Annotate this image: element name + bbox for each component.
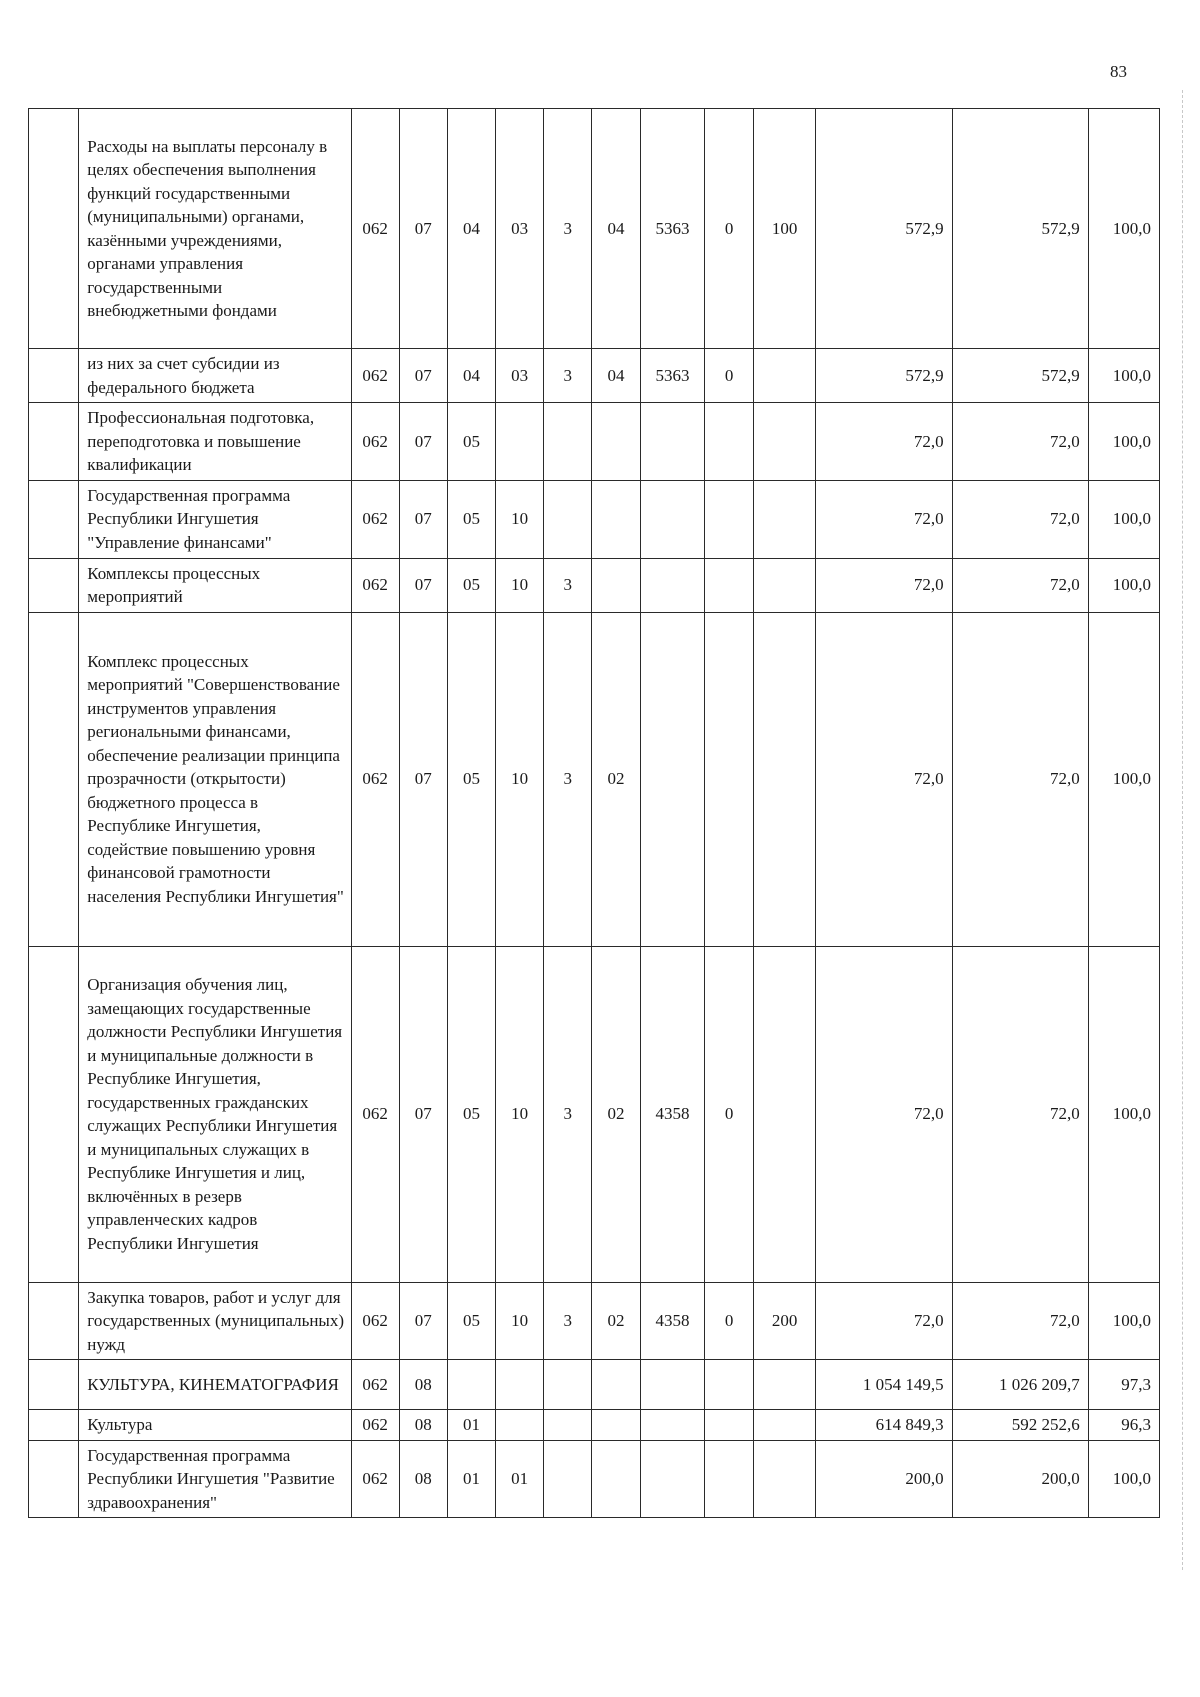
code-cell xyxy=(592,480,640,558)
table-row xyxy=(29,946,1160,1282)
percent-cell: 100,0 xyxy=(1088,612,1159,946)
code-cell: 05 xyxy=(447,558,495,612)
code-cell xyxy=(753,403,816,481)
code-cell xyxy=(544,1440,592,1518)
percent-cell: 100,0 xyxy=(1088,1440,1159,1518)
code-cell xyxy=(753,1440,816,1518)
code-cell: 200 xyxy=(753,1282,816,1360)
code-cell: 062 xyxy=(351,1440,399,1518)
code-cell: 02 xyxy=(592,946,640,1282)
code-cell: 10 xyxy=(496,1282,544,1360)
code-cell: 07 xyxy=(399,558,447,612)
code-cell xyxy=(640,403,705,481)
code-cell: 062 xyxy=(351,946,399,1282)
code-cell: 02 xyxy=(592,1282,640,1360)
table-row xyxy=(29,612,1160,946)
table-row xyxy=(29,480,1160,558)
code-cell xyxy=(753,558,816,612)
item-name: Государственная программа Республики Ингушетия "Развитие здравоохранения" xyxy=(79,1440,351,1518)
code-cell xyxy=(753,1410,816,1441)
table-row xyxy=(29,558,1160,612)
row-number-cell xyxy=(29,349,79,403)
row-number-cell xyxy=(29,403,79,481)
code-cell: 3 xyxy=(544,109,592,349)
code-cell: 0 xyxy=(705,1282,753,1360)
code-cell: 10 xyxy=(496,612,544,946)
code-cell: 0 xyxy=(705,946,753,1282)
code-cell: 07 xyxy=(399,946,447,1282)
percent-cell: 100,0 xyxy=(1088,1282,1159,1360)
percent-cell: 100,0 xyxy=(1088,480,1159,558)
code-cell: 07 xyxy=(399,480,447,558)
code-cell xyxy=(705,558,753,612)
code-cell: 062 xyxy=(351,403,399,481)
fact-cell: 72,0 xyxy=(952,480,1088,558)
code-cell xyxy=(640,612,705,946)
percent-cell: 100,0 xyxy=(1088,403,1159,481)
code-cell: 08 xyxy=(399,1360,447,1410)
fact-cell: 72,0 xyxy=(952,1282,1088,1360)
code-cell xyxy=(753,946,816,1282)
code-cell xyxy=(640,1410,705,1441)
budget-table xyxy=(28,108,1160,1518)
code-cell xyxy=(544,1360,592,1410)
code-cell: 08 xyxy=(399,1410,447,1441)
code-cell xyxy=(705,612,753,946)
row-number-cell xyxy=(29,558,79,612)
fact-cell: 72,0 xyxy=(952,612,1088,946)
code-cell xyxy=(592,1440,640,1518)
code-cell: 04 xyxy=(447,349,495,403)
fact-cell: 72,0 xyxy=(952,946,1088,1282)
table-row xyxy=(29,349,1160,403)
code-cell xyxy=(592,1360,640,1410)
code-cell: 05 xyxy=(447,1282,495,1360)
code-cell xyxy=(640,558,705,612)
percent-cell: 100,0 xyxy=(1088,349,1159,403)
code-cell: 03 xyxy=(496,109,544,349)
code-cell: 062 xyxy=(351,612,399,946)
code-cell xyxy=(592,558,640,612)
code-cell: 3 xyxy=(544,612,592,946)
code-cell: 02 xyxy=(592,612,640,946)
code-cell: 062 xyxy=(351,1282,399,1360)
row-number-cell xyxy=(29,612,79,946)
code-cell xyxy=(705,1360,753,1410)
item-name: Комплекс процессных мероприятий "Совершенствование инструментов управления региональными финансами, обеспечение реализации принципа прозрачности (открытости) бюджетного процесса в Республике Ингушетия, содействие повышению уровня финансовой грамотности населения Республики Ингушетия" xyxy=(79,612,351,946)
fact-cell: 72,0 xyxy=(952,403,1088,481)
plan-cell: 72,0 xyxy=(816,403,952,481)
table-row xyxy=(29,403,1160,481)
scan-edge xyxy=(1182,90,1183,1570)
percent-cell: 100,0 xyxy=(1088,946,1159,1282)
code-cell xyxy=(705,403,753,481)
code-cell: 08 xyxy=(399,1440,447,1518)
code-cell: 062 xyxy=(351,1360,399,1410)
plan-cell: 72,0 xyxy=(816,1282,952,1360)
table-row xyxy=(29,109,1160,349)
code-cell xyxy=(753,480,816,558)
code-cell: 07 xyxy=(399,349,447,403)
percent-cell: 100,0 xyxy=(1088,558,1159,612)
table-row xyxy=(29,1360,1160,1410)
code-cell: 04 xyxy=(447,109,495,349)
percent-cell: 100,0 xyxy=(1088,109,1159,349)
plan-cell: 72,0 xyxy=(816,558,952,612)
code-cell xyxy=(705,1440,753,1518)
page-number: 83 xyxy=(1110,62,1127,81)
fact-cell: 572,9 xyxy=(952,349,1088,403)
code-cell: 062 xyxy=(351,349,399,403)
code-cell: 100 xyxy=(753,109,816,349)
code-cell xyxy=(544,403,592,481)
item-name: Культура xyxy=(79,1410,351,1441)
code-cell: 10 xyxy=(496,480,544,558)
code-cell xyxy=(447,1360,495,1410)
code-cell: 062 xyxy=(351,558,399,612)
code-cell xyxy=(592,1410,640,1441)
plan-cell: 200,0 xyxy=(816,1440,952,1518)
code-cell: 0 xyxy=(705,349,753,403)
code-cell: 05 xyxy=(447,946,495,1282)
code-cell: 3 xyxy=(544,349,592,403)
item-name: Расходы на выплаты персоналу в целях обеспечения выполнения функций государственными (муниципальными) органами, казёнными учреждениями, органами управления государственными внебюджетными фондами xyxy=(79,109,351,349)
code-cell: 05 xyxy=(447,403,495,481)
code-cell: 10 xyxy=(496,946,544,1282)
code-cell xyxy=(496,403,544,481)
table-row xyxy=(29,1410,1160,1441)
code-cell: 3 xyxy=(544,1282,592,1360)
code-cell xyxy=(705,1410,753,1441)
item-name: КУЛЬТУРА, КИНЕМАТОГРАФИЯ xyxy=(79,1360,351,1410)
code-cell: 3 xyxy=(544,946,592,1282)
code-cell: 062 xyxy=(351,1410,399,1441)
percent-cell: 96,3 xyxy=(1088,1410,1159,1441)
code-cell: 062 xyxy=(351,109,399,349)
plan-cell: 1 054 149,5 xyxy=(816,1360,952,1410)
code-cell: 07 xyxy=(399,403,447,481)
code-cell xyxy=(753,349,816,403)
fact-cell: 572,9 xyxy=(952,109,1088,349)
row-number-cell xyxy=(29,109,79,349)
code-cell xyxy=(496,1410,544,1441)
code-cell: 05 xyxy=(447,612,495,946)
table-row xyxy=(29,1440,1160,1518)
code-cell: 03 xyxy=(496,349,544,403)
code-cell xyxy=(705,480,753,558)
code-cell: 3 xyxy=(544,558,592,612)
plan-cell: 614 849,3 xyxy=(816,1410,952,1441)
code-cell: 07 xyxy=(399,109,447,349)
code-cell: 01 xyxy=(447,1440,495,1518)
code-cell: 07 xyxy=(399,612,447,946)
code-cell: 10 xyxy=(496,558,544,612)
code-cell xyxy=(592,403,640,481)
item-name: из них за счет субсидии из федерального бюджета xyxy=(79,349,351,403)
code-cell: 01 xyxy=(447,1410,495,1441)
code-cell xyxy=(544,480,592,558)
percent-cell: 97,3 xyxy=(1088,1360,1159,1410)
fact-cell: 1 026 209,7 xyxy=(952,1360,1088,1410)
plan-cell: 572,9 xyxy=(816,109,952,349)
code-cell: 04 xyxy=(592,109,640,349)
plan-cell: 72,0 xyxy=(816,480,952,558)
plan-cell: 72,0 xyxy=(816,612,952,946)
code-cell: 5363 xyxy=(640,109,705,349)
code-cell xyxy=(640,1440,705,1518)
code-cell xyxy=(753,612,816,946)
row-number-cell xyxy=(29,1282,79,1360)
code-cell xyxy=(496,1360,544,1410)
code-cell: 01 xyxy=(496,1440,544,1518)
fact-cell: 592 252,6 xyxy=(952,1410,1088,1441)
plan-cell: 572,9 xyxy=(816,349,952,403)
row-number-cell xyxy=(29,480,79,558)
code-cell xyxy=(544,1410,592,1441)
code-cell: 4358 xyxy=(640,1282,705,1360)
fact-cell: 72,0 xyxy=(952,558,1088,612)
code-cell xyxy=(640,1360,705,1410)
row-number-cell xyxy=(29,946,79,1282)
code-cell: 0 xyxy=(705,109,753,349)
code-cell: 05 xyxy=(447,480,495,558)
code-cell: 07 xyxy=(399,1282,447,1360)
row-number-cell xyxy=(29,1440,79,1518)
item-name: Закупка товаров, работ и услуг для государственных (муниципальных) нужд xyxy=(79,1282,351,1360)
code-cell: 5363 xyxy=(640,349,705,403)
code-cell: 062 xyxy=(351,480,399,558)
item-name: Комплексы процессных мероприятий xyxy=(79,558,351,612)
code-cell xyxy=(640,480,705,558)
code-cell: 04 xyxy=(592,349,640,403)
code-cell: 4358 xyxy=(640,946,705,1282)
table-row xyxy=(29,1282,1160,1360)
item-name: Профессиональная подготовка, переподготовка и повышение квалификации xyxy=(79,403,351,481)
item-name: Организация обучения лиц, замещающих государственные должности Республики Ингушетия и муниципальные должности в Республике Ингушетия, государственных гражданских служащих Республики Ингушетия и муниципальных служащих в Республике Ингушетия и лиц, включённых в резерв управленческих кадров Республики Ингушетия xyxy=(79,946,351,1282)
plan-cell: 72,0 xyxy=(816,946,952,1282)
fact-cell: 200,0 xyxy=(952,1440,1088,1518)
code-cell xyxy=(753,1360,816,1410)
row-number-cell xyxy=(29,1360,79,1410)
item-name: Государственная программа Республики Ингушетия "Управление финансами" xyxy=(79,480,351,558)
row-number-cell xyxy=(29,1410,79,1441)
